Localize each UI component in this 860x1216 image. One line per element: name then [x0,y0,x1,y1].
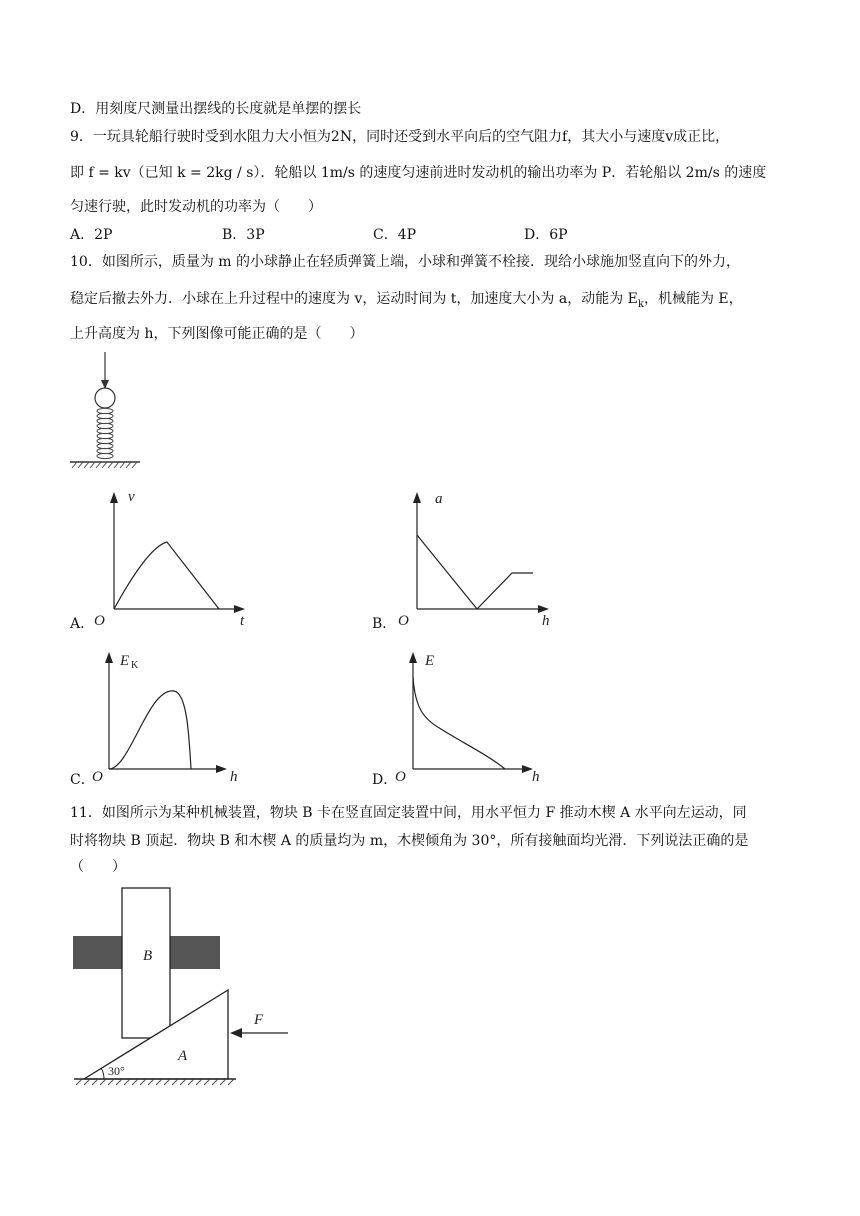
graph-a-xlabel: t [240,613,245,629]
graph-a-curve [114,542,219,609]
graph-a-ylabel: v [128,489,135,505]
graph-d-origin: O [395,769,406,785]
q9-text-line3: 匀速行驶，此时发动机的功率为（ ） [70,199,322,215]
graph-c [90,645,255,790]
graph-b-curve [417,535,533,609]
q11-text-line2: 时将物块 B 顶起．物块 B 和木楔 A 的质量均为 m，木楔倾角为 30°，所有接触面均光滑．下列说法正确的是 [70,833,749,849]
q9-option-a: A．2P [70,227,113,243]
graph-d-curve [413,677,505,769]
graph-b-label: B． [372,616,397,632]
graph-d-label: D． [372,772,398,788]
q10-line2-tail: ，机械能为 E， [643,291,743,307]
graph-a [88,485,258,635]
q9-text-line2: 即 f = kv（已知 k = 2kg / s）．轮船以 1m/s 的速度匀速前进时发动机的输出功率为 P．若轮船以 2m/s 的速度 [70,165,767,181]
q10-text-line1: 10．如图所示，质量为 m 的小球静止在轻质弹簧上端，小球和弹簧不栓接．现给小球施加竖直向下的外力， [70,254,740,270]
graph-c-origin: O [92,769,103,785]
q10-text-line3: 上升高度为 h，下列图像可能正确的是（ ） [70,326,364,342]
q11-text-line3: （ ） [70,859,126,875]
q9-text-line1: 9．一玩具轮船行驶时受到水阻力大小恒为2N，同时还受到水平向后的空气阻力f，其大小与速度v成正比， [70,129,730,145]
q10-line2-sub: k [637,298,644,310]
graph-b-xlabel: h [542,613,550,629]
graph-c-ylabel: E [120,653,130,669]
q9-option-c: C．4P [373,227,417,243]
graph-c-curve [109,691,191,769]
graph-c-label: C． [70,772,95,788]
graph-a-label: A． [70,616,95,632]
machine-figure [70,885,295,1090]
left-clamp [73,936,122,969]
graph-d [393,645,558,790]
q10-line2-main: 稳定后撤去外力．小球在上升过程中的速度为 v，运动时间为 t，加速度大小为 a，动能为 E [70,291,638,307]
force-label: F [254,1012,264,1028]
q10-text-line2 [70,289,743,315]
block-b-label: B [143,948,153,964]
graph-b [392,485,567,635]
wedge-angle-label: 30° [108,1064,125,1078]
graph-c-xlabel: h [230,769,238,785]
wedge-a-label: A [178,1048,188,1064]
graph-b-ylabel: a [435,491,443,507]
graph-c-ylabel-sub: K [131,660,139,671]
graph-d-ylabel: E [425,653,435,669]
q11-text-line1: 11．如图所示为某种机械装置，物块 B 卡在竖直固定装置中间，用水平恒力 F 推动木楔 A 水平向左运动，同 [70,805,747,821]
spring-figure [66,352,146,474]
q9-option-d: D．6P [524,227,568,243]
graph-d-xlabel: h [532,769,540,785]
right-clamp [170,936,220,969]
q8-option-d: D．用刻度尺测量出摆线的长度就是单摆的摆长 [70,101,362,117]
graph-a-origin: O [94,613,105,629]
q9-option-b: B．3P [222,227,265,243]
graph-b-origin: O [398,613,409,629]
